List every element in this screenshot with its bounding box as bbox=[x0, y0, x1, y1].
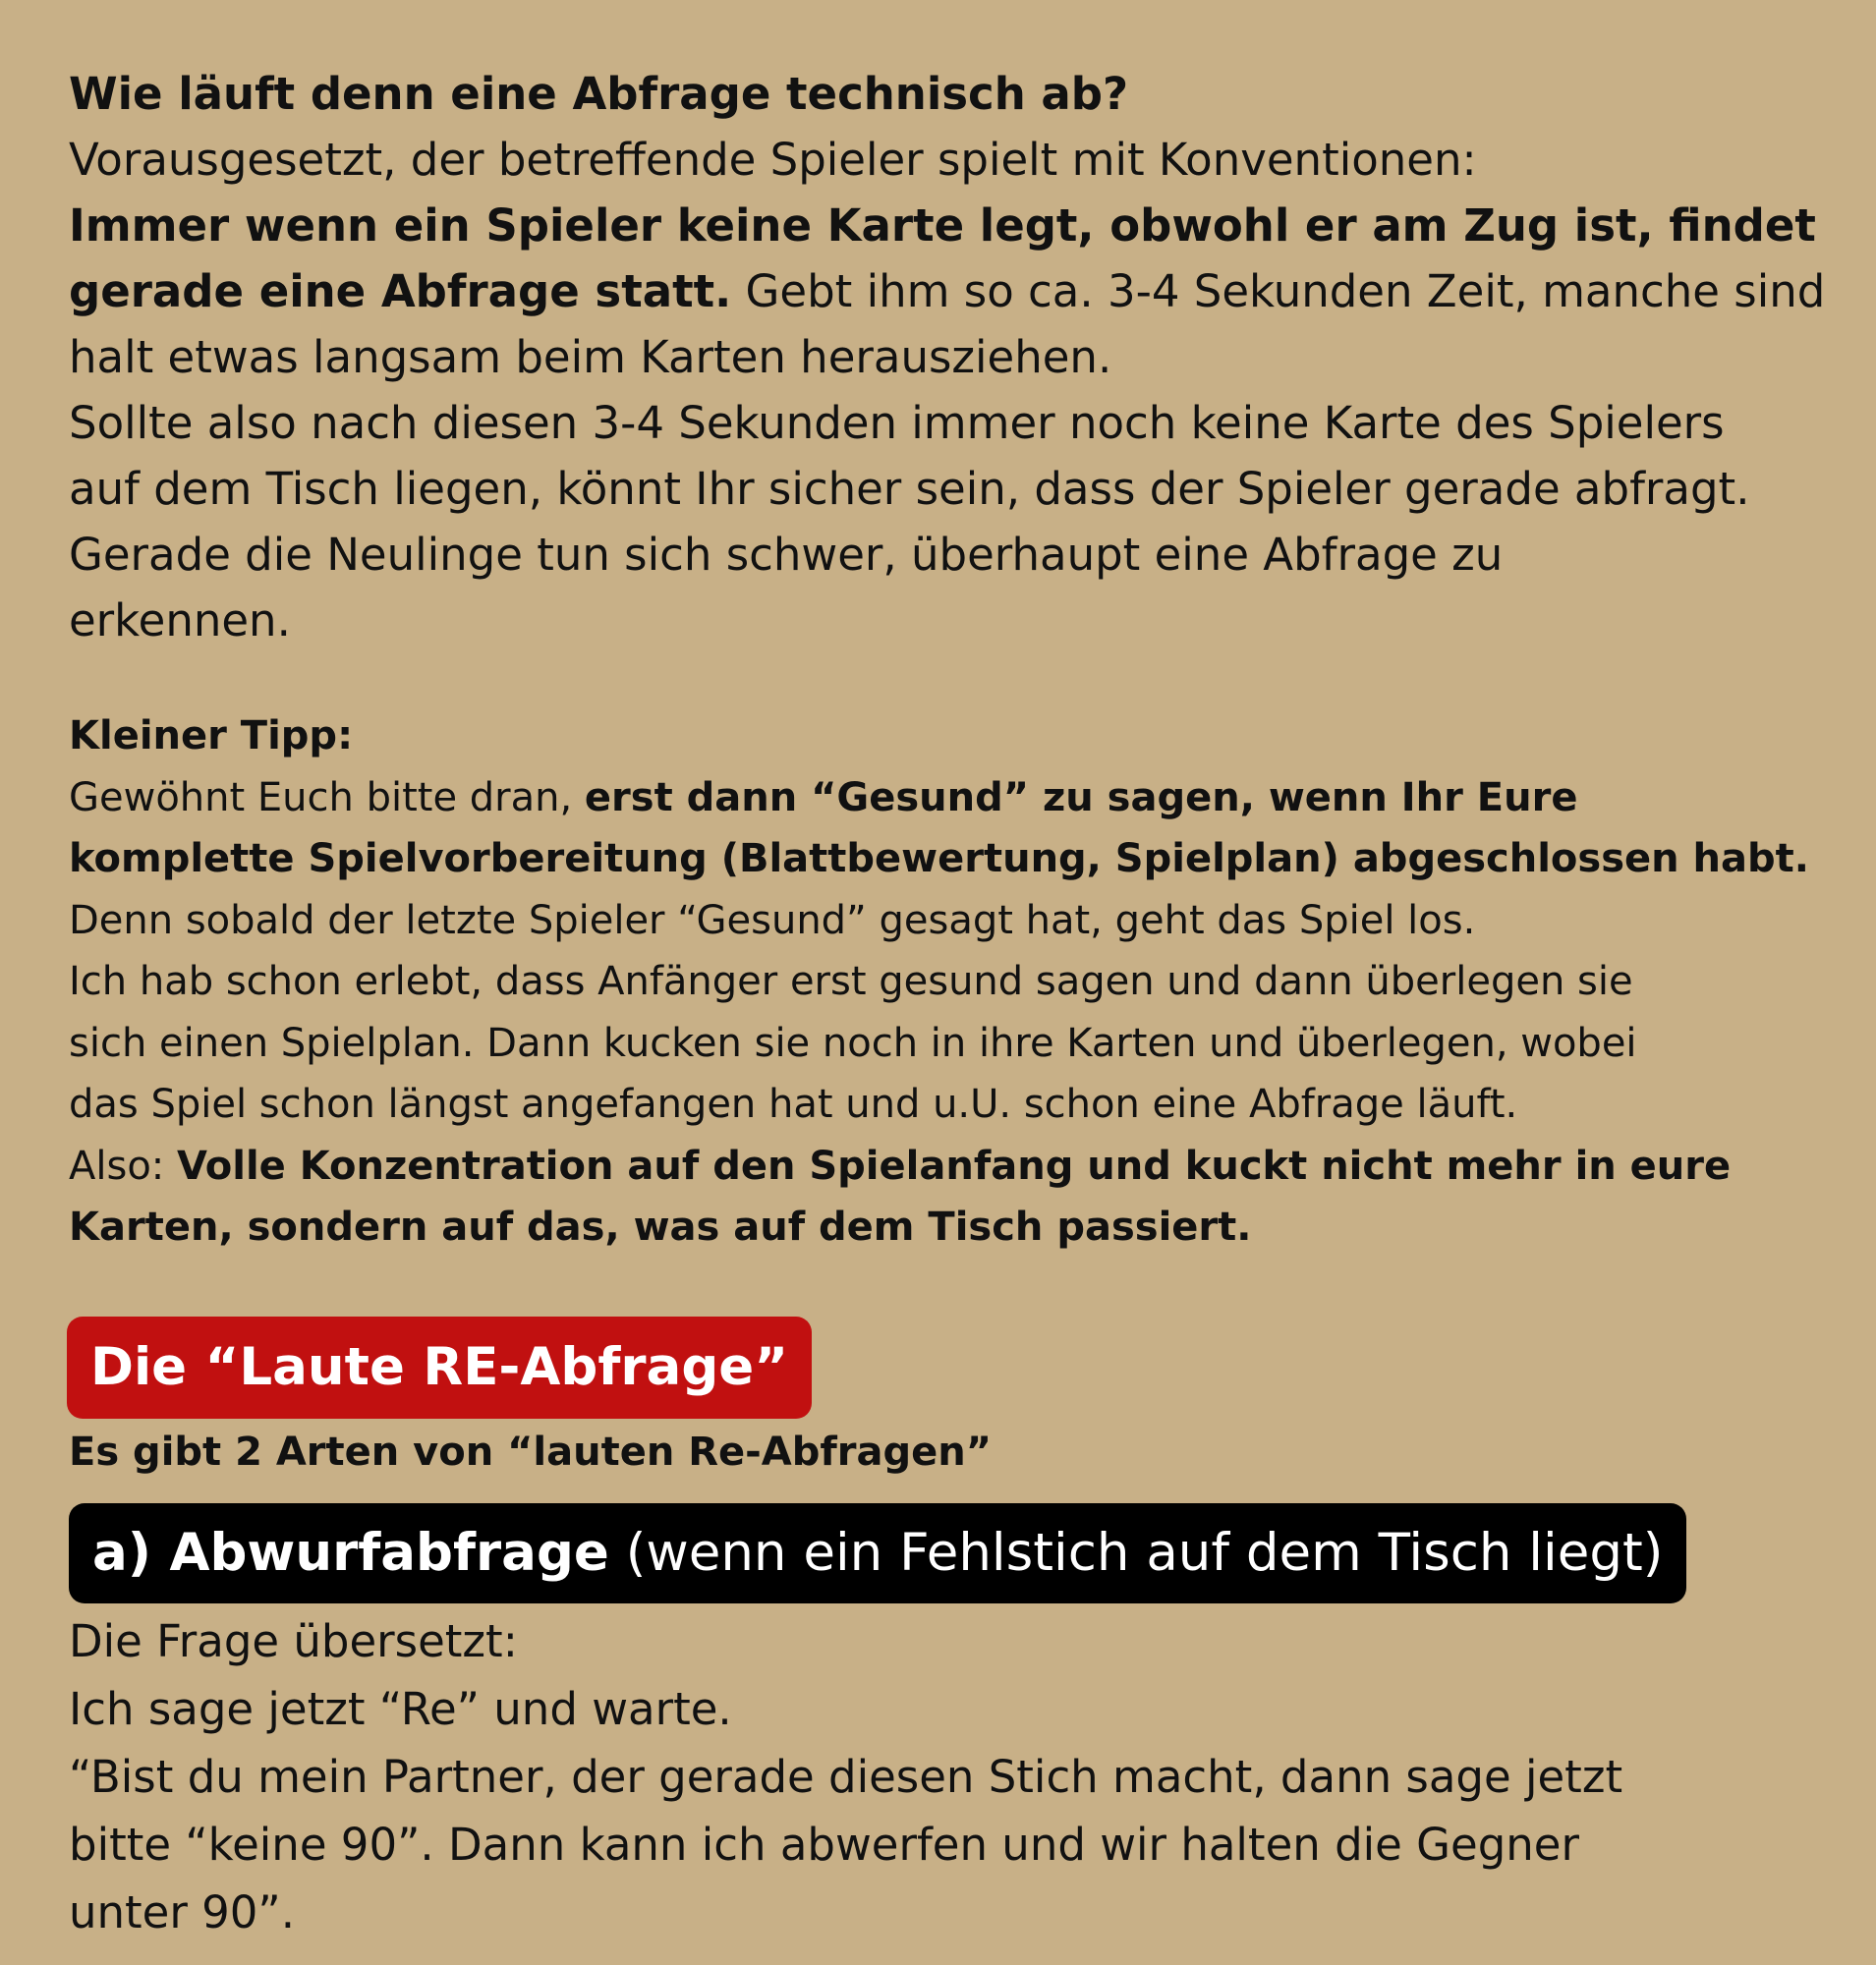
paragraph-line: Ich sage jetzt “Re” und warte. bbox=[69, 1683, 732, 1735]
mixed-line bbox=[69, 258, 1826, 324]
abwurfabfrage-badge bbox=[69, 1503, 1686, 1603]
paragraph-line: “Bist du mein Partner, der gerade diesen Stich macht, dann sage jetzt bbox=[69, 1751, 1623, 1803]
paragraph-line: Sollte also nach diesen 3-4 Sekunden immer noch keine Karte des Spielers bbox=[69, 397, 1725, 449]
bold-line: Karten, sondern auf das, was auf dem Tisch passiert. bbox=[69, 1205, 1252, 1250]
bold-line: komplette Spielvorbereitung (Blattbewertung, Spielplan) abgeschlossen habt. bbox=[69, 836, 1809, 881]
bold-fragment: gerade eine Abfrage statt. bbox=[69, 265, 732, 317]
text-fragment: Gewöhnt Euch bitte dran, bbox=[69, 774, 585, 820]
paragraph-line: sich einen Spielplan. Dann kucken sie noch in ihre Karten und überlegen, wobei bbox=[69, 1020, 1637, 1066]
section-heading: Wie läuft denn eine Abfrage technisch ab? bbox=[69, 68, 1129, 120]
paragraph-line: Ich hab schon erlebt, dass Anfänger erst gesund sagen und dann überlegen sie bbox=[69, 959, 1633, 1004]
paragraph-line: bitte “keine 90”. Dann kann ich abwerfen und wir halten die Gegner bbox=[69, 1819, 1579, 1871]
abwurfabfrage-section bbox=[69, 1607, 1818, 1946]
paragraph-line: das Spiel schon längst angefangen hat und u.U. schon eine Abfrage läuft. bbox=[69, 1082, 1518, 1127]
mixed-line bbox=[69, 1136, 1818, 1198]
laute-re-abfrage-badge: Die “Laute RE-Abfrage” bbox=[67, 1317, 812, 1419]
paragraph-line: unter 90”. bbox=[69, 1886, 296, 1938]
paragraph-line: Gerade die Neulinge tun sich schwer, überhaupt eine Abfrage zu bbox=[69, 529, 1504, 581]
bold-fragment: Volle Konzentration auf den Spielanfang und kuckt nicht mehr in eure bbox=[176, 1143, 1732, 1189]
mixed-line bbox=[69, 767, 1818, 829]
paragraph-line: halt etwas langsam beim Karten herausziehen. bbox=[69, 331, 1112, 383]
laute-subheading: Es gibt 2 Arten von “lauten Re-Abfragen” bbox=[69, 1430, 993, 1475]
text-fragment: Gebt ihm so ca. 3-4 Sekunden Zeit, manche sind bbox=[731, 265, 1826, 317]
paragraph-line: Die Frage übersetzt: bbox=[69, 1615, 518, 1667]
paragraph-line: Denn sobald der letzte Spieler “Gesund” gesagt hat, geht das Spiel los. bbox=[69, 897, 1476, 943]
badge-label: a) Abwurfabfrage bbox=[92, 1523, 609, 1583]
intro-section bbox=[69, 61, 1826, 653]
text-fragment: Also: bbox=[69, 1143, 177, 1189]
badge-description: (wenn ein Fehlstich auf dem Tisch liegt) bbox=[608, 1523, 1664, 1583]
bold-fragment: erst dann “Gesund” zu sagen, wenn Ihr Eure bbox=[584, 774, 1578, 820]
tip-heading: Kleiner Tipp: bbox=[69, 713, 354, 758]
paragraph-line: Vorausgesetzt, der betreffende Spieler spielt mit Konventionen: bbox=[69, 134, 1477, 186]
tip-section bbox=[69, 705, 1818, 1259]
paragraph-line: erkennen. bbox=[69, 594, 291, 646]
paragraph-line: auf dem Tisch liegen, könnt Ihr sicher sein, dass der Spieler gerade abfragt. bbox=[69, 463, 1750, 515]
bold-line: Immer wenn ein Spieler keine Karte legt, obwohl er am Zug ist, findet bbox=[69, 199, 1816, 252]
